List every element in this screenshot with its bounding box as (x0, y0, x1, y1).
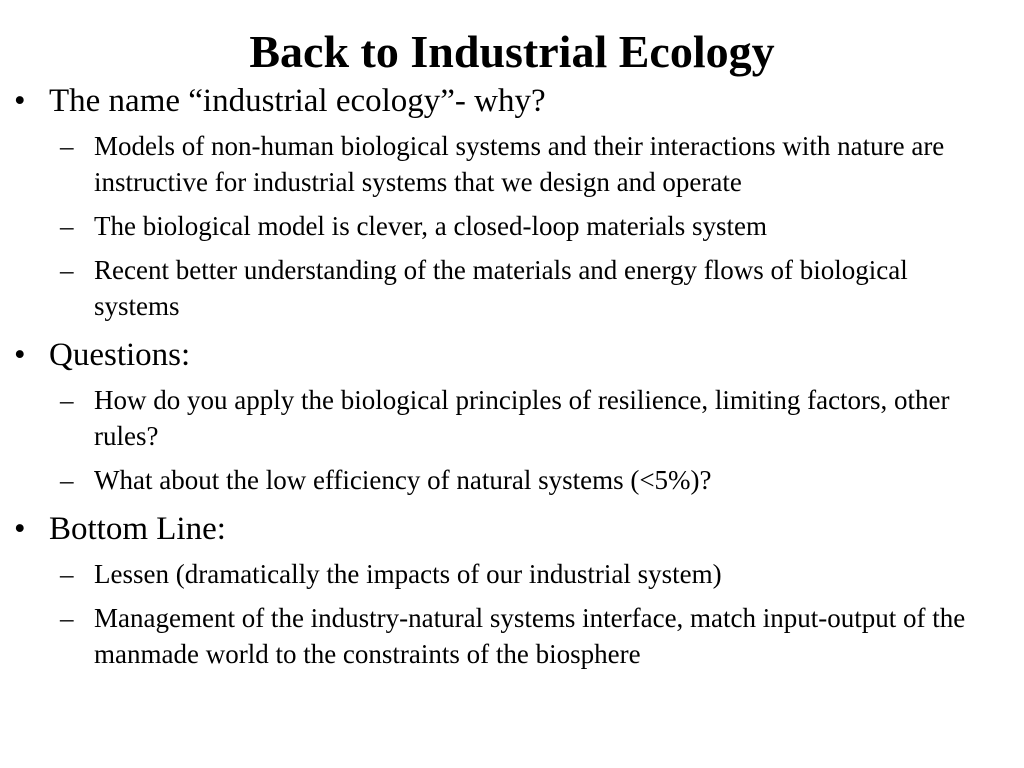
sub-bullet-text: What about the low efficiency of natural systems (<5%)? (94, 465, 712, 495)
bullet-item (0, 508, 1024, 550)
sub-bullet-marker: – (60, 255, 74, 285)
bullet-text: The name “industrial ecology”- why? (49, 83, 546, 119)
sub-bullet-text: How do you apply the biological principles of resilience, limiting factors, other rules? (94, 385, 950, 451)
bullet-item (0, 80, 1024, 122)
sub-bullet-item (0, 128, 1024, 200)
sub-bullet-text: Management of the industry-natural systems interface, match input-output of the manmade world to the constraints of the biosphere (94, 603, 966, 669)
sub-bullet-item (0, 462, 1024, 498)
slide-title: Back to Industrial Ecology (249, 26, 775, 77)
sub-bullet-marker: – (60, 559, 74, 589)
bullet-marker: • (14, 337, 26, 373)
sub-bullet-marker: – (60, 211, 74, 241)
sub-bullet-marker: – (60, 385, 74, 415)
bullet-marker: • (14, 511, 26, 547)
sub-bullet-item (0, 252, 1024, 324)
sub-bullet-item (0, 600, 1024, 672)
sub-bullet-marker: – (60, 603, 74, 633)
bullet-item (0, 334, 1024, 376)
sub-bullet-text: Models of non-human biological systems and their interactions with nature are instructive for industrial systems that we design and operate (94, 131, 945, 197)
bullet-text: Bottom Line: (49, 511, 226, 547)
sub-bullet-item (0, 556, 1024, 592)
sub-bullet-marker: – (60, 131, 74, 161)
sub-bullet-item (0, 382, 1024, 454)
bullet-text: Questions: (49, 337, 191, 373)
sub-bullet-item (0, 208, 1024, 244)
sub-bullet-text: The biological model is clever, a closed-loop materials system (94, 211, 767, 241)
sub-bullet-marker: – (60, 465, 74, 495)
bullet-list (0, 80, 1024, 672)
bullet-marker: • (14, 83, 26, 119)
sub-bullet-text: Lessen (dramatically the impacts of our industrial system) (94, 559, 722, 589)
sub-bullet-text: Recent better understanding of the materials and energy flows of biological systems (94, 255, 908, 321)
